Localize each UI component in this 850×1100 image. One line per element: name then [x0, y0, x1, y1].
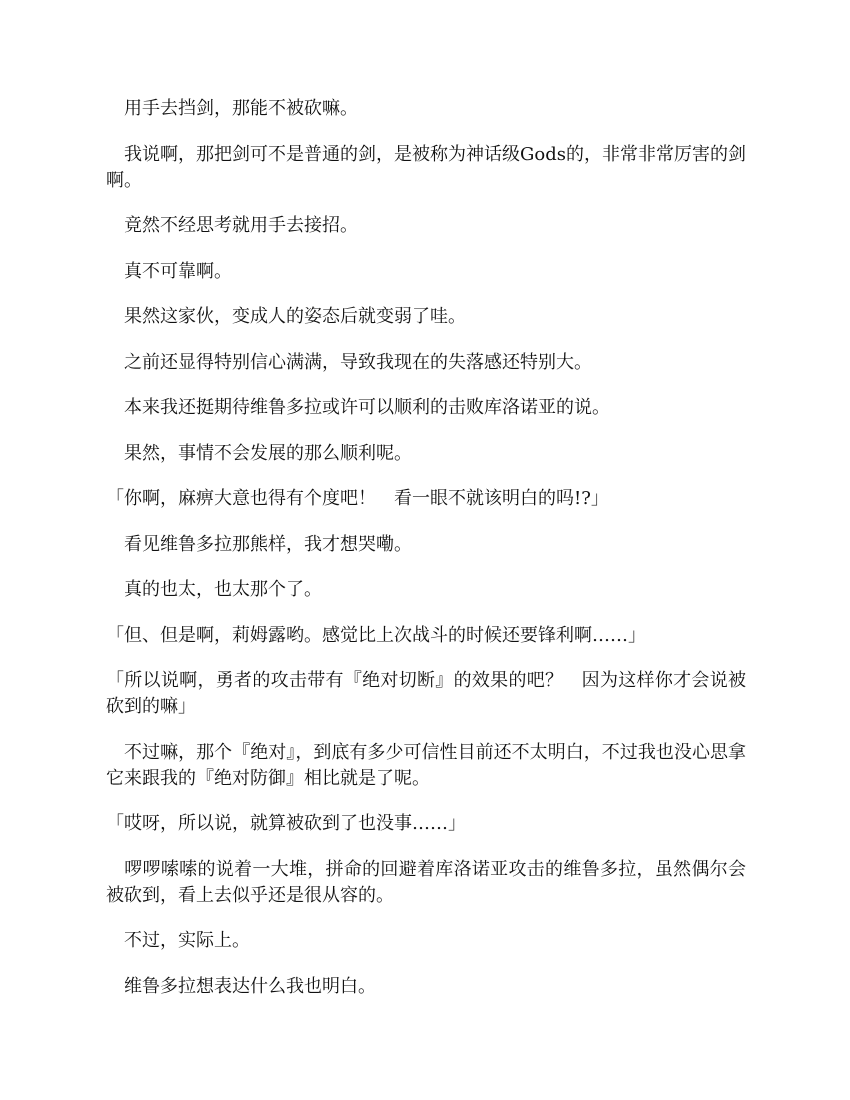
dialogue-paragraph: 「所以说啊，勇者的攻击带有『绝对切断』的效果的吧？ 因为这样你才会说被砍到的嘛」: [106, 670, 746, 717]
paragraph: 啰啰嗦嗦的说着一大堆，拼命的回避着库洛诺亚攻击的维鲁多拉，虽然偶尔会被砍到，看上去似乎还是很从容的。: [106, 858, 746, 906]
paragraph: 看见维鲁多拉那熊样，我才想哭嘞。: [106, 533, 412, 555]
paragraph: 果然，事情不会发展的那么顺利呢。: [106, 442, 412, 464]
paragraph: 之前还显得特别信心满满，导致我现在的失落感还特别大。: [106, 351, 592, 373]
paragraph: 本来我还挺期待维鲁多拉或许可以顺利的击败库洛诺亚的说。: [106, 397, 610, 418]
paragraph: 果然这家伙，变成人的姿态后就变弱了哇。: [106, 306, 466, 327]
paragraph: 用手去挡剑，那能不被砍嘛。: [106, 98, 358, 119]
paragraph: 维鲁多拉想表达什么我也明白。: [106, 975, 376, 997]
paragraph: 我说啊，那把剑可不是普通的剑，是被称为神话级Gods的，非常非常厉害的剑啊。: [106, 143, 746, 191]
paragraph: 真不可靠啊。: [106, 260, 232, 282]
paragraph: 不过，实际上。: [106, 930, 250, 951]
dialogue-paragraph: 「你啊，麻痹大意也得有个度吧！ 看一眼不就该明白的吗!?」: [106, 488, 609, 509]
document-body: [106, 96, 746, 1019]
dialogue-paragraph: 「但、但是啊，莉姆露哟。感觉比上次战斗的时候还要锋利啊……」: [106, 624, 646, 646]
paragraph: 竟然不经思考就用手去接招。: [106, 215, 358, 236]
paragraph: 真的也太，也太那个了。: [106, 579, 322, 600]
paragraph: 不过嘛，那个『绝对』，到底有多少可信性目前还不太明白，不过我也没心思拿它来跟我的『绝对防御』相比就是了呢。: [106, 741, 746, 789]
dialogue-paragraph: 「哎呀，所以说，就算被砍到了也没事……」: [106, 813, 466, 834]
